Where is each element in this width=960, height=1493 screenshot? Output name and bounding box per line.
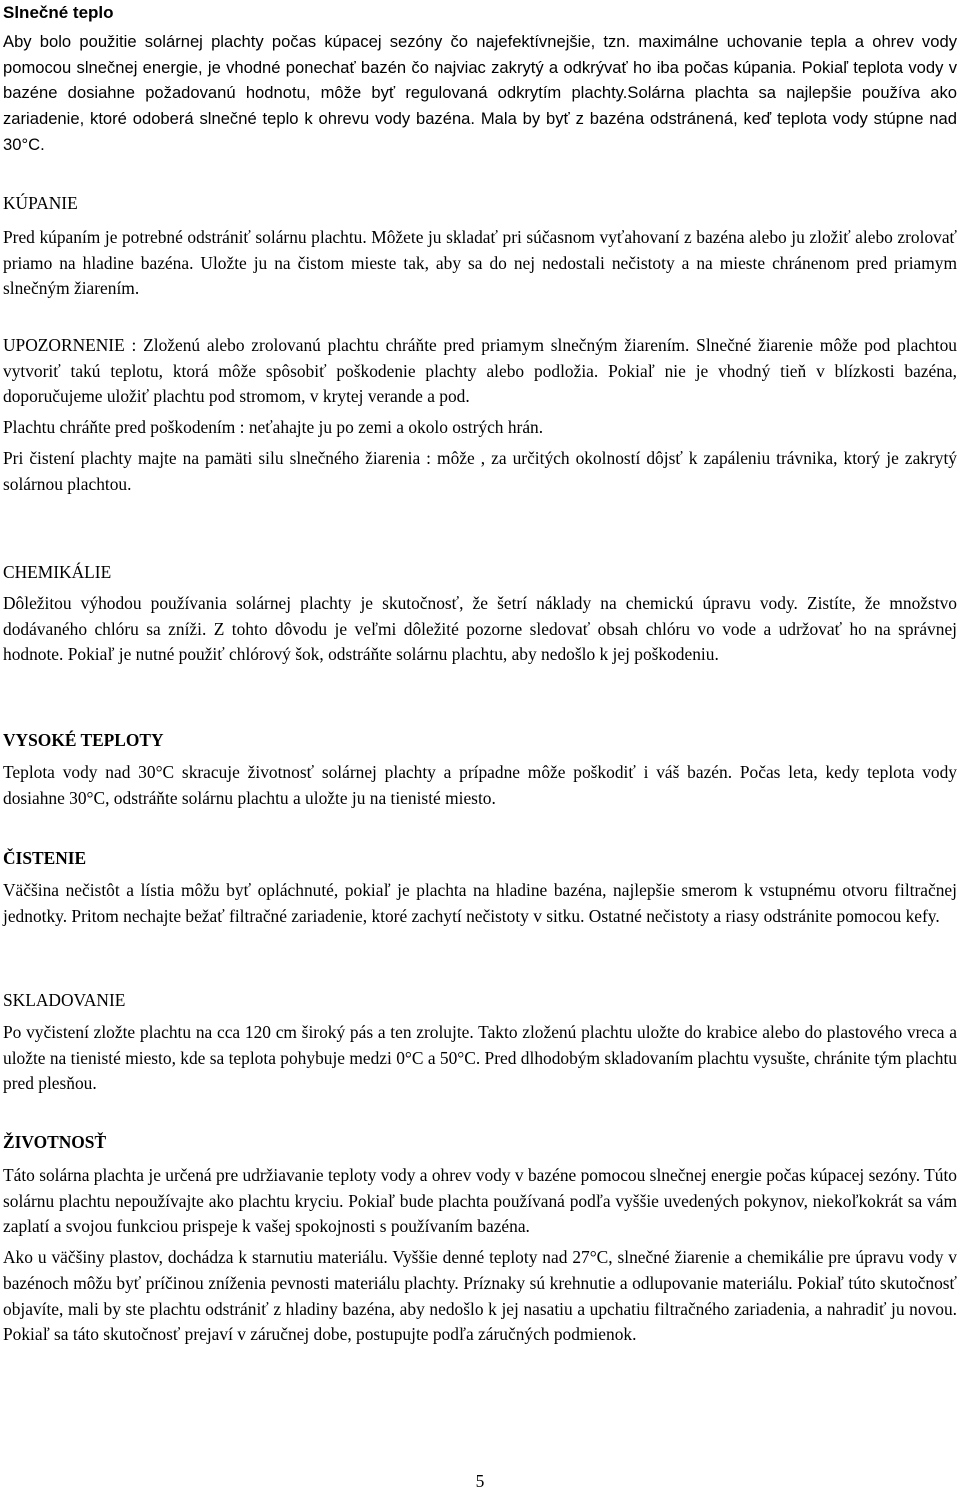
- paragraph-cleaning: Väčšina nečistôt a lístia môžu byť opláchnuté, pokiaľ je plachta na hladine bazéna, najlepšie smerom k vstupnému otvoru filtračnej jednotky. Pritom nechajte bežať filtračné zariadenie, ktoré zachytí nečistoty v sitku. Ostatné nečistoty a riasy odstránite pomocou kefy.: [3, 880, 957, 926]
- paragraph-chemicals: Dôležitou výhodou používania solárnej plachty je skutočnosť, že šetrí náklady na chemickú úpravu vody. Zistíte, že množstvo dodávaného chlóru sa zníži. Z tohto dôvodu je veľmi dôležité pozorne sledovať obsah chlóru vo vode a udržovať ho na správnej hodnote. Pokiaľ je nutné použiť chlórový šok, odstráňte solárnu plachtu, aby nedošlo k jej poškodeniu.: [3, 593, 957, 665]
- heading-high-temperatures: VYSOKÉ TEPLOTY: [3, 730, 164, 750]
- paragraph-warning: UPOZORNENIE : Zloženú alebo zrolovanú plachtu chráňte pred priamym slnečným žiarením. Slnečné žiarenie môže pod plachtou vytvoriť takú teplotu, ktorá môže spôsobiť poškodenie plachty alebo podložia. Pokiaľ nie je vhodný tieň v blízkosti bazéna, doporučujeme uložiť plachtu pod stromom, v krytej verande a pod.: [3, 335, 957, 407]
- heading-bathing: KÚPANIE: [3, 193, 78, 213]
- paragraph-solar-heat: Aby bolo použitie solárnej plachty počas kúpacej sezóny čo najefektívnejšie, tzn. maximálne uchovanie tepla a ohrev vody pomocou slnečnej energie, je vhodné ponechať bazén čo najviac zakrytý a odkrývať ho iba počas kúpania. Pokiaľ teplota vody v bazéne dosiahne požadovanú hodnotu, môže byť regulovaná odkrytím plachty.Solárna plachta sa najlepšie používa ako zariadenie, ktoré odoberá slnečné teplo k ohrevu vody bazéna. Mala by byť z bazéna odstránená, keď teplota vody stúpne nad 30°C.: [3, 32, 957, 154]
- paragraph-lifetime-purpose: Táto solárna plachta je určená pre udržiavanie teploty vody a ohrev vody v bazéne pomocou slnečnej energie počas kúpacej sezóny. Túto solárnu plachtu nepoužívajte ako plachtu kryciu. Pokiaľ bude plachta používaná podľa vyššie uvedených pokynov, niekoľkokrát sa vám zaplatí a svojou funkciou prispeje k vašej spokojnosti s používaním bazéna.: [3, 1165, 957, 1237]
- heading-cleaning: ČISTENIE: [3, 848, 87, 868]
- section-warning: [3, 333, 957, 497]
- paragraph-cleaning-caution: Pri čistení plachty majte na pamäti silu slnečného žiarenia : môže , za určitých okolností dôjsť k zapáleniu trávnika, ktorý je zakrytý solárnou plachtou.: [3, 447, 957, 494]
- page-number: 5: [475, 1471, 485, 1491]
- section-storage: [3, 988, 957, 1097]
- heading-storage: SKLADOVANIE: [3, 990, 126, 1010]
- section-lifetime: [3, 1130, 957, 1348]
- paragraph-storage: Po vyčistení zložte plachtu na cca 120 cm široký pás a ten zrolujte. Takto zloženú plachtu uložte do krabice alebo do plastového vreca a uložte na tienisté miesto, kde sa teplota pohybuje medzi 0°C a 50°C. Pred dlhodobým skladovaním plachtu vysušte, chránite tým plachtu pred plesňou.: [3, 1022, 957, 1094]
- heading-lifetime: ŽIVOTNOSŤ: [3, 1132, 107, 1152]
- paragraph-high-temperatures: Teplota vody nad 30°C skracuje životnosť solárnej plachty a prípadne môže poškodiť i váš bazén. Počas leta, kedy teplota vody dosiahne 30°C, odstráňte solárnu plachtu a uložte ju na tienisté miesto.: [3, 762, 957, 808]
- section-cleaning: [3, 846, 957, 929]
- section-high-temperatures: [3, 728, 957, 811]
- paragraph-bathing: Pred kúpaním je potrebné odstrániť solárnu plachtu. Môžete ju skladať pri súčasnom vyťahovaní z bazéna alebo ju zložiť alebo zrolovať priamo na hladine bazéna. Uložte ju na čistom mieste tak, aby sa do nej nedostali nečistoty a na mieste chránenom pred priamym slnečným žiarením.: [3, 227, 957, 299]
- paragraph-lifetime-aging: Ako u väčšiny plastov, dochádza k starnutiu materiálu. Vyššie denné teploty nad 27°C, slnečné žiarenie a chemikálie pre úpravu vody v bazénoch môžu byť príčinou zníženia pevnosti materiálu plachty. Príznaky sú krehnutie a odlupovanie materiálu. Pokiaľ túto skutočnosť objavíte, mali by ste plachtu odstrániť z hladiny bazéna, aby nedošlo k jej nasatiu a upchatiu filtračného zariadenia, a nahradiť ju novou. Pokiaľ sa táto skutočnosť prejaví v záručnej dobe, postupujte podľa záručných podmienok.: [3, 1247, 957, 1345]
- section-chemicals: [3, 560, 957, 668]
- section-bathing: [3, 191, 957, 302]
- section-solar-heat: [3, 0, 957, 158]
- paragraph-protect-cover: Plachtu chráňte pred poškodením : neťahajte ju po zemi a okolo ostrých hrán.: [3, 417, 544, 438]
- heading-solar-heat: Slnečné teplo: [3, 3, 114, 22]
- heading-chemicals: CHEMIKÁLIE: [3, 562, 112, 582]
